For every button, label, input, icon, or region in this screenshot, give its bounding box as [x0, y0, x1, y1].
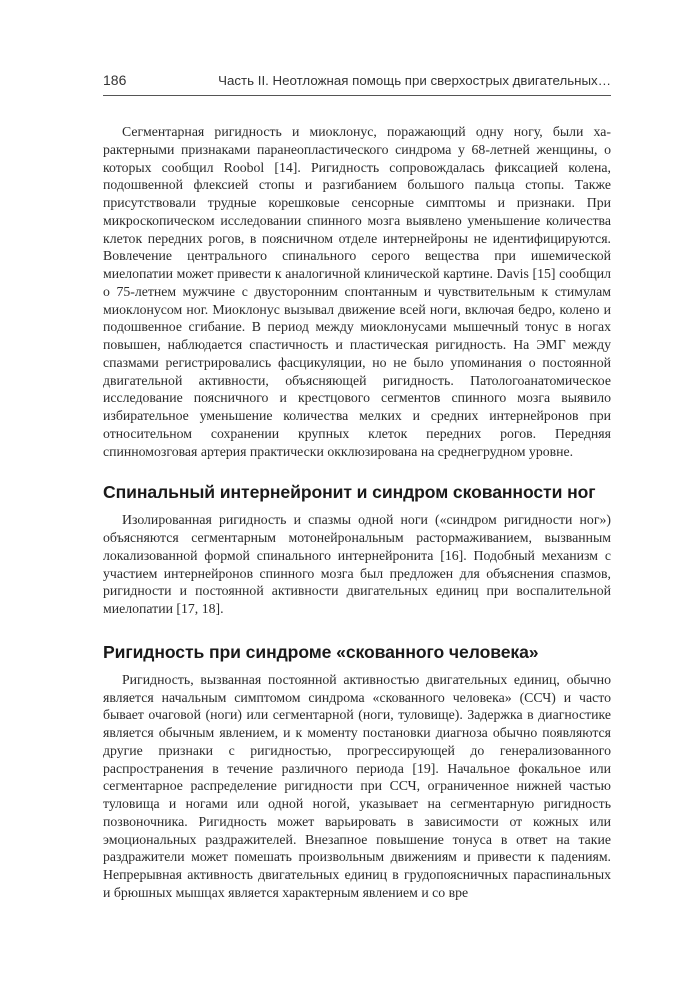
page-number: 186	[103, 72, 127, 88]
running-title: Часть II. Неотложная помощь при сверхострых двигательных…	[218, 73, 611, 88]
running-header	[103, 72, 611, 96]
page	[103, 72, 611, 902]
paragraph-2: Изолированная ригидность и спазмы одной ноги («синдром ригидности ног») объясняются сегментарным мотонейрональным растормаживанием, вызванным локализованной формой спинального интернейронита [16]. Подобный механизм с участием интернейронов спинного мозга был предложен для объяснения спазмов, ригидности и постоянной активности двигательных единиц при воспалительной миелопатии [17, 18].	[103, 512, 611, 616]
paragraph-1: Сегментарная ригидность и миоклонус, поражающий одну ногу, были характерными признаками паранеопластического синдрома у 68-летней женщины, о которых сообщил Roobol [14]. Ригидность сопровождалась фиксацией колена, подошвенной флексией стопы и разгибанием большого пальца стопы. Также присутствовали трудные корешковые сенсорные симптомы и признаки. При микроскопическом исследовании спинного мозга выявлено уменьшение количества клеток передних рогов, в поясничном отделе интернейроны не идентифицируются. Вовлечение центрального спинального серого вещества при ишемической миелопатии может привести к аналогичной клинической картине. Davis [15] сообщил о 75-летнем мужчине с двусторонним спонтанным и чувствительным к стимулам миоклонусом ног. Миоклонус вызывал движение всей ноги, включая бедро, колено и подошвенное сгибание. В период между миоклонусами мышечный тонус в ногах повышен, наблюдается спастичность и пластическая ригидность. На ЭМГ между спазмами регистрировались фасцикуляции, но не было упоминания о постоянной двигательной активности, объясняющей ригидность. Патологоанатомическое исследование поясничного и крестцового сегментов спинного мозга выявило избирательное уменьшение количества мелких и средних интернейронов при относительном сохранении крупных клеток передних рогов. Передняя спинномозговая артерия практически окклюзирована на среднегрудном уровне.	[103, 124, 611, 459]
paragraph-3: Ригидность, вызванная постоянной активностью двигательных единиц, обычно является начальным симптомом синдрома «скованного человека» (ССЧ) и часто бывает очаговой (ноги) или сегментарной (ноги, туловище). Задержка в диагностике является обычным явлением, и к моменту постановки диагноза обычно появляются другие признаки с ригидностью, прогрессирующей до генерализованного распространения в течение различного периода [19]. Начальное фокальное или сегментарное распределение ригидности при ССЧ, ограниченное нижней частью туловища и ногами или одной ногой, указывает на сегментарную ригидность позвоночника. Ригидность может варьировать в зависимости от кожных или эмоциональных раздражителей. Внезапное повышение тонуса в ответ на такие раздражители может помешать произвольным движениям и привести к падениям. Непрерывная активность двигательных единиц в грудопоясничных параспинальных и брюшных мышцах является характерным явлением и со вре	[103, 671, 611, 900]
section-heading-spinal-interneuronitis: Спинальный интернейронит и синдром скованности ног	[103, 482, 596, 503]
section-heading-stiff-person: Ригидность при синдроме «скованного человека»	[103, 641, 539, 662]
